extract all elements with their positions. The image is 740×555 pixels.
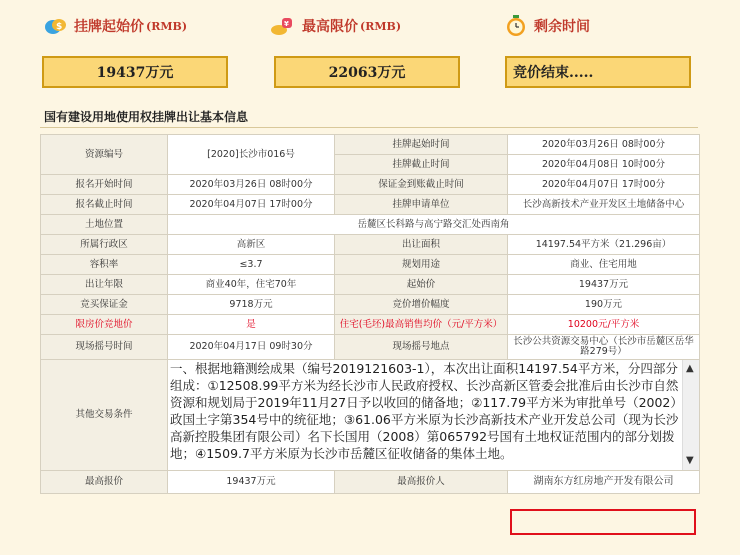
resource-id-value: [2020]长沙市016号 [168, 135, 335, 175]
plot-ratio-label: 容积率 [41, 255, 168, 275]
svg-text:$: $ [56, 22, 63, 32]
svg-text:¥: ¥ [284, 20, 289, 28]
lottery-time-value: 2020年04月17日 09时30分 [168, 335, 335, 360]
resource-id-label: 资源编号 [41, 135, 168, 175]
table-row [41, 255, 700, 275]
registration-start-label: 报名开始时间 [41, 175, 168, 195]
applicant-value: 长沙高新技术产业开发区土地储备中心 [508, 195, 700, 215]
highest-bid-label: 最高报价 [41, 471, 168, 494]
start-price-title: 挂牌起始价 [74, 19, 144, 35]
highest-bid-value: 19437万元 [168, 471, 335, 494]
price-header [0, 0, 740, 100]
section-divider [40, 127, 698, 128]
price-tag-icon [44, 15, 68, 37]
start-price-header [44, 14, 187, 38]
remaining-time-title: 剩余时间 [534, 19, 590, 35]
deposit-label: 竞买保证金 [41, 295, 168, 315]
table-row [41, 315, 700, 335]
highest-bidder-value: 湖南东方红房地产开发有限公司 [508, 471, 700, 494]
highest-bidder-highlight [510, 509, 696, 535]
table-row [41, 275, 700, 295]
listing-end-value: 2020年04月08日 10时00分 [508, 155, 700, 175]
listing-start-label: 挂牌起始时间 [335, 135, 508, 155]
table-row [41, 135, 700, 155]
scrollbar[interactable] [682, 360, 699, 470]
start-price-label: 起始价 [335, 275, 508, 295]
table-row [41, 175, 700, 195]
lease-term-label: 出让年限 [41, 275, 168, 295]
deposit-deadline-label: 保证金到账截止时间 [335, 175, 508, 195]
other-conditions-label: 其他交易条件 [41, 360, 168, 471]
area-label: 出让面积 [335, 235, 508, 255]
listing-end-label: 挂牌截止时间 [335, 155, 508, 175]
deposit-deadline-value: 2020年04月07日 17时00分 [508, 175, 700, 195]
table-row [41, 335, 700, 360]
lottery-location-value: 长沙公共资源交易中心（长沙市岳麓区岳华路279号） [508, 335, 700, 360]
clock-icon [504, 14, 528, 38]
highest-bidder-label: 最高报价人 [335, 471, 508, 494]
table-row [41, 295, 700, 315]
start-price-cell: 19437万元 [508, 275, 700, 295]
max-sale-price-value: 10200元/平方米 [508, 315, 700, 335]
deposit-value: 9718万元 [168, 295, 335, 315]
max-price-unit: (RMB) [360, 19, 402, 33]
lottery-time-label: 现场摇号时间 [41, 335, 168, 360]
table-row [41, 235, 700, 255]
scroll-up-icon[interactable]: ▲ [686, 363, 694, 374]
table-row [41, 360, 700, 471]
district-label: 所属行政区 [41, 235, 168, 255]
listing-start-value: 2020年03月26日 08时00分 [508, 135, 700, 155]
max-price-title: 最高限价 [302, 19, 358, 35]
land-use-value: 商业、住宅用地 [508, 255, 700, 275]
start-price-value: 19437万元 [42, 56, 228, 88]
bid-increment-value: 190万元 [508, 295, 700, 315]
area-value: 14197.54平方米（21.296亩） [508, 235, 700, 255]
max-price-header [270, 14, 401, 38]
lease-term-value: 商业40年，住宅70年 [168, 275, 335, 295]
money-bag-icon [270, 15, 296, 37]
bid-increment-label: 竞价增价幅度 [335, 295, 508, 315]
remaining-time-header [504, 14, 590, 38]
registration-start-value: 2020年03月26日 08时00分 [168, 175, 335, 195]
start-price-unit: (RMB) [146, 19, 188, 33]
registration-end-value: 2020年04月07日 17时00分 [168, 195, 335, 215]
other-conditions-text[interactable]: 一、根据地籍测绘成果（编号2019121603-1），本次出让面积14197.54平方米，分四部分组成：①12508.99平方米为经长沙市人民政府授权、长沙高新区管委会批准后由长沙市自然资源和规划局于2019年11月27日予以收回的储备地；②117.79平方米为审批单号（2002）政国土字第354号中的统征地；③61.06平方米原为长沙高新技术产业开发总公司（现为长沙高新控股集团有限公司）名下长国用（2008）第065792号国有土地权证范围内的部分划拨地；④1509.7平方米原为长沙市岳麓区征收储备的集体土地。 [170, 361, 679, 461]
scroll-down-icon[interactable]: ▼ [686, 455, 694, 466]
remaining-time-value: 竞价结束..... [505, 56, 691, 88]
plot-ratio-value: ≤3.7 [168, 255, 335, 275]
table-row [41, 195, 700, 215]
district-value: 高新区 [168, 235, 335, 255]
land-use-label: 规划用途 [335, 255, 508, 275]
max-sale-price-label: 住宅(毛坯)最高销售均价（元/平方米） [335, 315, 508, 335]
land-location-value: 岳麓区长科路与高宁路交汇处西南角 [168, 215, 700, 235]
max-price-value: 22063万元 [274, 56, 460, 88]
price-cap-label: 限房价竞地价 [41, 315, 168, 335]
other-conditions-cell[interactable] [168, 360, 700, 471]
section-title: 国有建设用地使用权挂牌出让基本信息 [44, 110, 249, 124]
table-row [41, 215, 700, 235]
applicant-label: 挂牌申请单位 [335, 195, 508, 215]
price-cap-value: 是 [168, 315, 335, 335]
land-info-table [40, 134, 700, 494]
table-row [41, 471, 700, 494]
land-location-label: 土地位置 [41, 215, 168, 235]
registration-end-label: 报名截止时间 [41, 195, 168, 215]
lottery-location-label: 现场摇号地点 [335, 335, 508, 360]
